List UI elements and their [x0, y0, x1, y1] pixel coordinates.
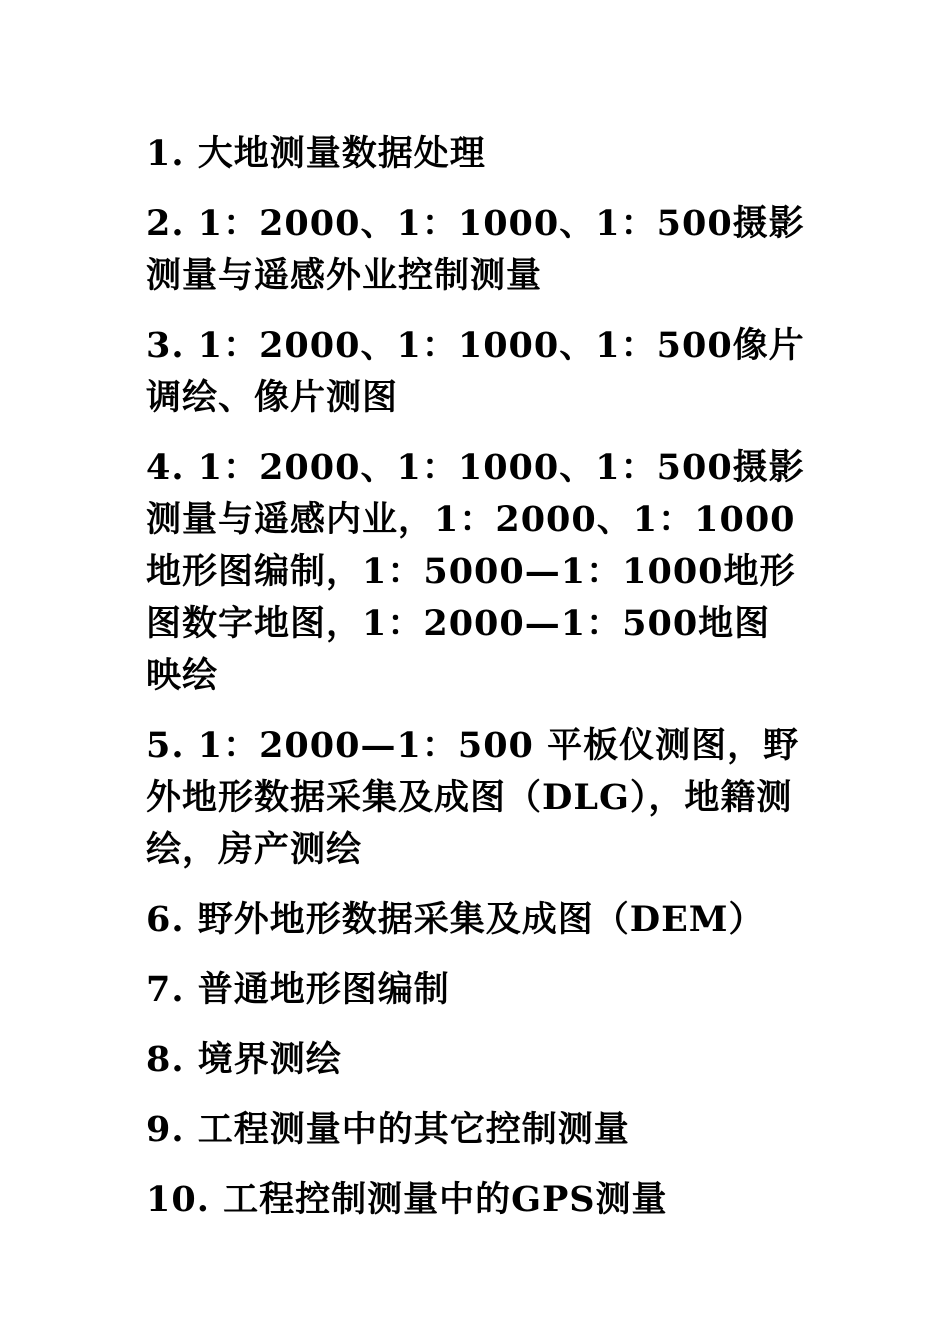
- list-item: 8. 境界测绘: [146, 1039, 342, 1080]
- list-item: 7. 普通地形图编制: [146, 969, 450, 1010]
- list-item: 1. 大地测量数据处理: [146, 133, 486, 174]
- list-item: 4. 1：2000、1：1000、1：500摄影测量与遥感内业，1：2000、1：1000地形图编制，1：5000—1：1000地形图数字地图，1：2000—1：500地图映绘: [146, 447, 805, 696]
- list-item: 5. 1：2000—1：500 平板仪测图，野外地形数据采集及成图（DLG），地籍测绘，房产测绘: [146, 725, 800, 870]
- list-item: 2. 1：2000、1：1000、1：500摄影测量与遥感外业控制测量: [146, 203, 805, 296]
- list-item: 3. 1：2000、1：1000、1：500像片调绘、像片测图: [146, 325, 805, 418]
- list-item: 10. 工程控制测量中的GPS测量: [146, 1179, 668, 1220]
- list-item: 6. 野外地形数据采集及成图（DEM）: [146, 899, 765, 940]
- item-list: [146, 128, 806, 1244]
- list-item: 9. 工程测量中的其它控制测量: [146, 1109, 630, 1150]
